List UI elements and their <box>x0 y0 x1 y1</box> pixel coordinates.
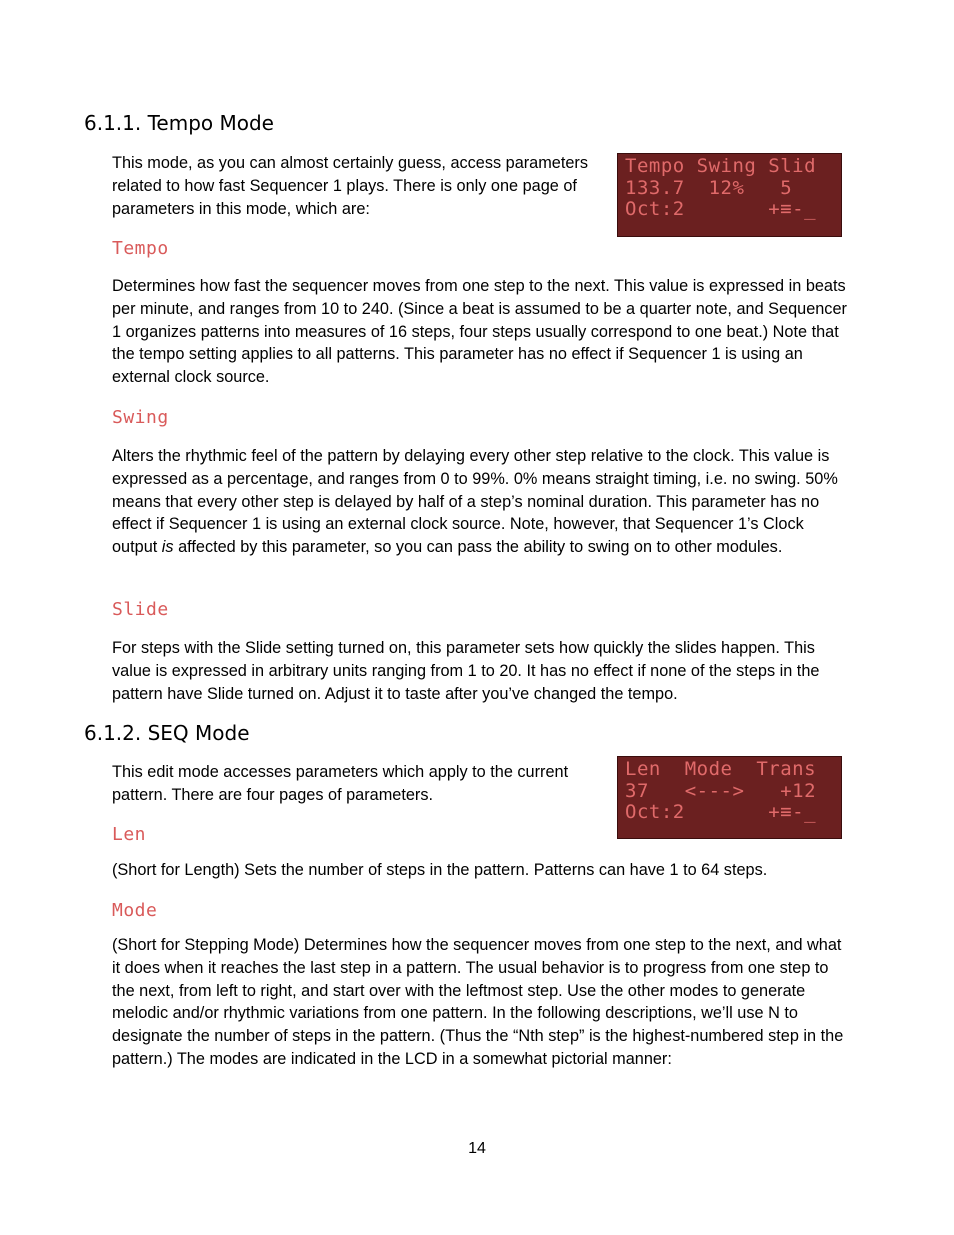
page-number: 14 <box>468 1140 486 1157</box>
param-description-len: (Short for Length) Sets the number of steps in the pattern. Patterns can have 1 to 64 steps. <box>112 861 768 879</box>
lcd-line: Len Mode Trans <box>625 758 817 780</box>
param-label-slide: Slide <box>112 599 169 620</box>
param-description-slide: For steps with the Slide setting turned on, this parameter sets how quickly the slides happen. This value is expressed in arbitrary units ranging from 1 to 20. It has no effect if none of the steps in the pattern have Slide turned on. Adjust it to taste after you’ve changed the tempo. <box>112 639 820 703</box>
lcd-display-tempo <box>617 153 842 237</box>
param-label-tempo: Tempo <box>112 238 169 259</box>
section-heading-tempo-mode: 6.1.1. Tempo Mode <box>84 111 274 135</box>
swing-text-b: affected by this parameter, so you can pass the ability to swing on to other modules. <box>173 538 783 557</box>
lcd-line: Oct:2 +≡-_ <box>625 198 817 220</box>
swing-text-a: Alters the rhythmic feel of the pattern by delaying every other step relative to the clock. This value is expressed as a percentage, and ranges from 0 to 99%. 0% means straight timing, i.e. no swing. 50% means that every other step is delayed by half of a step’s nominal duration. This parameter has no effect if Sequencer 1 is using an external clock source. Note, however, that Sequencer 1’s Clock output <box>112 447 838 557</box>
swing-text-emphasis: is <box>161 538 174 557</box>
param-description-tempo: Determines how fast the sequencer moves from one step to the next. This value is expressed in beats per minute, and ranges from 10 to 240. (Since a beat is assumed to be a quarter note, and Sequencer 1 organizes patterns into measures of 16 steps, four steps usually correspond to one beat.) Note that the tempo setting applies to all patterns. This parameter has no effect if Sequencer 1 is using an external clock source. <box>112 277 847 387</box>
param-label-len: Len <box>112 824 147 845</box>
param-description-swing <box>112 445 847 559</box>
lcd-line: Oct:2 +≡-_ <box>625 801 817 823</box>
param-description-mode: (Short for Stepping Mode) Determines how the sequencer moves from one step to the next, and what it does when it reaches the last step in a pattern. The usual behavior is to progress from one step to the next, from left to right, and start over with the leftmost step. Use the other modes to generate melodic and/or rhythmic variations from one pattern. In the following descriptions, we’ll use N to designate the number of steps in the pattern. (Thus the “Nth step” is the highest-numbered step in the pattern.) The modes are indicated in the LCD in a somewhat pictorial manner: <box>112 936 844 1068</box>
lcd-line: 37 <---> +12 <box>625 779 817 802</box>
param-label-swing: Swing <box>112 407 169 428</box>
tempo-mode-intro: This mode, as you can almost certainly guess, access parameters related to how fast Sequencer 1 plays. There is only one page of parameters in this mode, which are: <box>112 154 588 218</box>
seq-mode-intro: This edit mode accesses parameters which apply to the current pattern. There are four pages of parameters. <box>112 763 569 804</box>
lcd-line: 133.7 12% 5 <box>625 176 793 199</box>
lcd-display-seq <box>617 756 842 839</box>
section-heading-seq-mode: 6.1.2. SEQ Mode <box>84 721 250 745</box>
param-label-mode: Mode <box>112 900 158 921</box>
lcd-line: Tempo Swing Slid <box>625 155 817 177</box>
